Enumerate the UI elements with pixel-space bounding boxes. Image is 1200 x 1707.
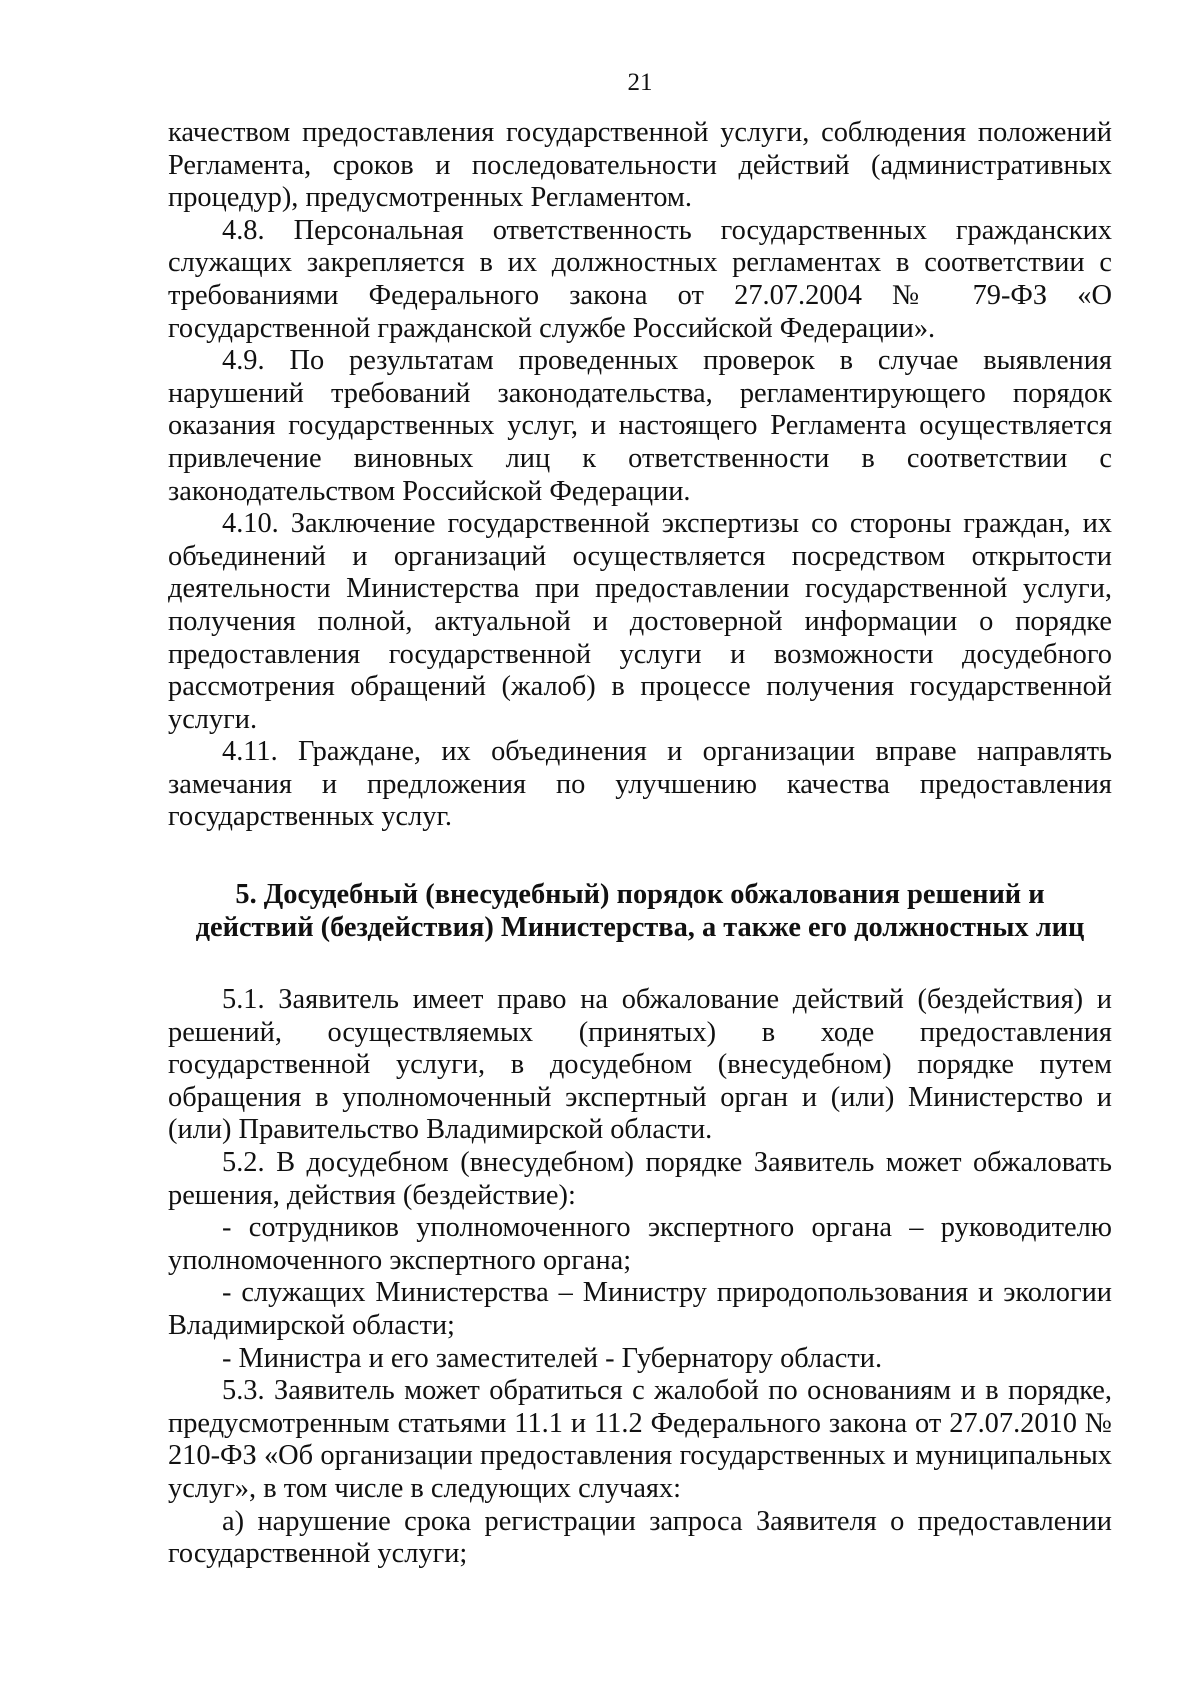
page-number: 21 — [627, 69, 653, 96]
paragraph-4-8: 4.8. Персональная ответственность государственных гражданских служащих закрепляется в их должностных регламентах в соответствии с требованиями Федерального закона от 27.07.2004 № 79-ФЗ «О государственной гражданской службе Российской Федерации». — [168, 214, 1112, 344]
section-heading-line-1: 5. Досудебный (внесудебный) порядок обжалования решений и — [235, 879, 1045, 911]
paragraphs-before — [168, 117, 1112, 834]
list-item: - служащих Министерства – Министру природопользования и экологии Владимирской области; — [168, 1277, 1112, 1341]
paragraph-5-2: 5.2. В досудебном (внесудебном) порядке Заявитель может обжаловать решения, действия (бездействие): — [168, 1147, 1112, 1211]
paragraph-4-9: 4.9. По результатам проведенных проверок в случае выявления нарушений требований законодательства, регламентирующего порядок оказания государственных услуг, и настоящего Регламента осуществляется привлечение виновных лиц к ответственности в соответствии с законодательством Российской Федерации. — [168, 345, 1112, 507]
section-heading-line-2: действий (бездействия) Министерства, а также его должностных лиц — [195, 912, 1085, 944]
paragraph-4-10: 4.10. Заключение государственной экспертизы со стороны граждан, их объединений и организаций осуществляется посредством открытости деятельности Министерства при предоставлении государственной услуги, получения полной, актуальной и достоверной информации о порядке предоставления государственной услуги и возможности досудебного рассмотрения обращений (жалоб) в процессе получения государственной услуги. — [168, 508, 1112, 735]
list-item: а) нарушение срока регистрации запроса Заявителя о предоставлении государственной услуги; — [168, 1505, 1112, 1570]
paragraphs-after — [168, 984, 1112, 1571]
paragraph-5-3: 5.3. Заявитель может обратиться с жалобой по основаниям и в порядке, предусмотренным статьями 11.1 и 11.2 Федерального закона от 27.07.2010 № 210-ФЗ «Об организации предоставления государственных и муниципальных услуг», в том числе в следующих случаях: — [168, 1375, 1112, 1504]
list-item: - сотрудников уполномоченного экспертного органа – руководителю уполномоченного экспертного органа; — [168, 1212, 1112, 1276]
list-item: - Министра и его заместителей - Губернатору области. — [222, 1342, 883, 1374]
paragraph: качеством предоставления государственной услуги, соблюдения положений Регламента, сроков и последовательности действий (административных процедур), предусмотренных Регламентом. — [168, 117, 1112, 214]
paragraph-4-11: 4.11. Граждане, их объединения и организации вправе направлять замечания и предложения по улучшению качества предоставления государственных услуг. — [168, 736, 1112, 833]
section-heading — [168, 878, 1112, 944]
paragraph-5-1: 5.1. Заявитель имеет право на обжалование действий (бездействия) и решений, осуществляемых (принятых) в ходе предоставления государственной услуги, в досудебном (внесудебном) порядке путем обращения в уполномоченный экспертный орган и (или) Министерство и (или) Правительство Владимирской области. — [168, 984, 1112, 1146]
